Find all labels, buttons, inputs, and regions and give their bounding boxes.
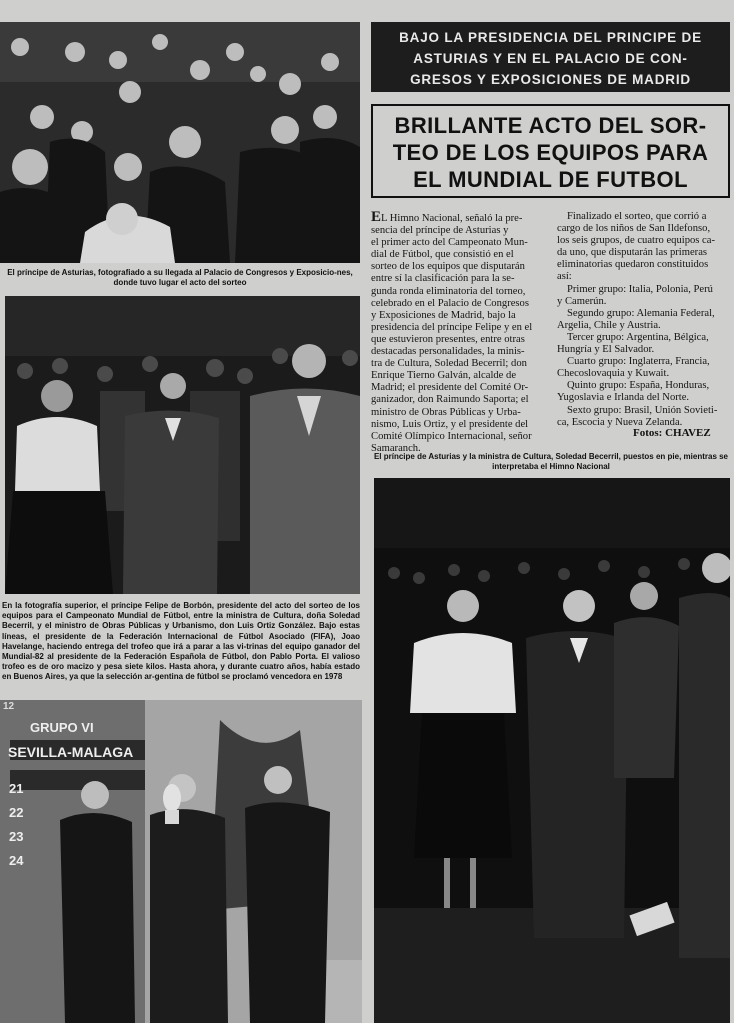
article-line: sencia del príncipe de Asturias y [371, 225, 509, 237]
article-line: Madrid; el presidente del Comité Or- [371, 382, 529, 394]
article-line: y Exposiciones de Madrid, bajo la [371, 309, 516, 321]
article-line: que estuvieron presentes, entre otras [371, 333, 525, 345]
article-line: ministro de Obras Públicas y Urba- [371, 406, 521, 418]
photo-trophy-handover [0, 700, 362, 1023]
article-line: y Camerún. [557, 295, 607, 307]
article-line: presidencia del príncipe Felipe y en el [371, 321, 533, 333]
article-line: Enrique Tierno Galván, alcalde de [371, 370, 517, 382]
sign-slot: 21 [9, 781, 24, 796]
article-line: eliminatorias quedaron constituidos [557, 259, 709, 271]
photo-credit: Fotos: CHAVEZ [633, 427, 711, 439]
article-line: gunda ronda eliminatoria del torneo, [371, 285, 526, 297]
headline-line: BRILLANTE ACTO DEL SOR- [394, 113, 707, 138]
drop-cap: E [371, 209, 382, 225]
article-line: celebrado en el Palacio de Congresos [371, 297, 529, 309]
article-line: los seis grupos, de cuatro equipos ca- [557, 235, 715, 247]
article-column-2 [557, 211, 731, 429]
banner-line: ASTURIAS Y EN EL PALACIO DE CON- [413, 51, 688, 66]
section-banner [371, 22, 730, 92]
article-line: Primer grupo: Italia, Polonia, Perú [567, 283, 713, 295]
article-line: Tercer grupo: Argentina, Bélgica, [567, 331, 709, 343]
photo-prince-with-ministers [5, 296, 360, 594]
article-line: Hungría y El Salvador. [557, 344, 655, 356]
photo-prince-arrival [0, 22, 360, 263]
headline-line: TEO DE LOS EQUIPOS PARA [392, 140, 709, 165]
article-line: Samaranch. [371, 442, 421, 454]
banner-line: BAJO LA PRESIDENCIA DEL PRINCIPE DE [399, 30, 702, 45]
sign-venue-label: SEVILLA-MALAGA [8, 744, 134, 760]
sign-slot-list [9, 777, 23, 873]
article-line: ganizador, don Raimundo Saporta; el [371, 394, 529, 406]
article-line: Yugoslavia e Irlanda del Norte. [557, 392, 690, 404]
article-line: Segundo grupo: Alemania Federal, [567, 307, 715, 319]
article-line: Cuarto grupo: Inglaterra, Francia, [567, 356, 710, 368]
article-line: Comité Olímpico Internacional, señor [371, 430, 532, 442]
caption-right-photo: El príncipe de Asturias y la ministra de Cultura, Soledad Becerril, puestos en pie, mientras se interpretaba el Himno Nacional [373, 452, 729, 472]
sign-slot: 23 [9, 829, 24, 844]
caption-middle-left: En la fotografía superior, el príncipe Felipe de Borbón, presidente del acto del sorteo de los equipos para el Campeonato Mundial de Fútbol, entre la ministra de Cultura, doña Soledad Becerril, y el ministro de Obras Públicas y Urbanismo, don Luis Ortiz González. Bajo estas líneas, el presidente de la Federación Internacional de Fútbol Asociado (FIFA), Joao Havelange, haciendo entrega del trofeo que irá a parar a las vi-trinas del equipo ganador del Mundial-82 al presidente de la Federación Española de Fútbol, don Pablo Porta. El valioso trofeo es de oro macizo y pesa siete kilos. Hasta ahora, y durante cuatro años, había estado en Buenos Aires, ya que la selección ar-gentina de fútbol se proclamó vencedora en 1978 [2, 601, 360, 682]
article-line: da uno, que disputarán las primeras [557, 247, 708, 259]
article-column-1 [371, 211, 553, 455]
headline-line: EL MUNDIAL DE FUTBOL [413, 167, 688, 192]
article-line: destacadas personalidades, la minis- [371, 346, 525, 358]
sign-slot: 24 [9, 853, 24, 868]
caption-top-left: El príncipe de Asturias, fotografiado a su llegada al Palacio de Congresos y Exposicio-nes, donde tuvo lugar el acto del sorteo [7, 268, 353, 288]
article-line: Argelia, Chile y Austria. [557, 319, 661, 331]
article-line: así: [557, 271, 572, 283]
article-line: nismo, Luis Ortiz, y el presidente del [371, 418, 529, 430]
article-line: Finalizado el sorteo, que corrió a [567, 211, 707, 222]
article-line: dial de Fútbol, que consistió en el [371, 249, 514, 261]
article-line: sorteo de los equipos que disputarán [371, 261, 525, 273]
article-line: ca, Escocia y Nueva Zelanda. [557, 416, 683, 428]
article-line: L Himno Nacional, señaló la pre- [381, 213, 523, 224]
photo-national-anthem [374, 478, 730, 1023]
sign-slot: 22 [9, 805, 24, 820]
article-line: tra de Cultura, Soledad Becerril; don [371, 358, 527, 370]
sign-corner-number: 12 [3, 701, 15, 712]
article-line: Checoslovaquia y Kuwait. [557, 368, 670, 380]
article-headline [371, 104, 730, 198]
article-line: Quinto grupo: España, Honduras, [567, 380, 710, 392]
article-line: el primer acto del Campeonato Mun- [371, 237, 528, 249]
banner-line: GRESOS Y EXPOSICIONES DE MADRID [410, 72, 691, 87]
article-line: entre sí la clasificación para la se- [371, 273, 515, 285]
sign-group-label: GRUPO VI [30, 720, 94, 735]
article-line: Sexto grupo: Brasil, Unión Sovieti- [567, 404, 718, 416]
article-line: cargo de los niños de San Ildefonso, [557, 223, 711, 235]
